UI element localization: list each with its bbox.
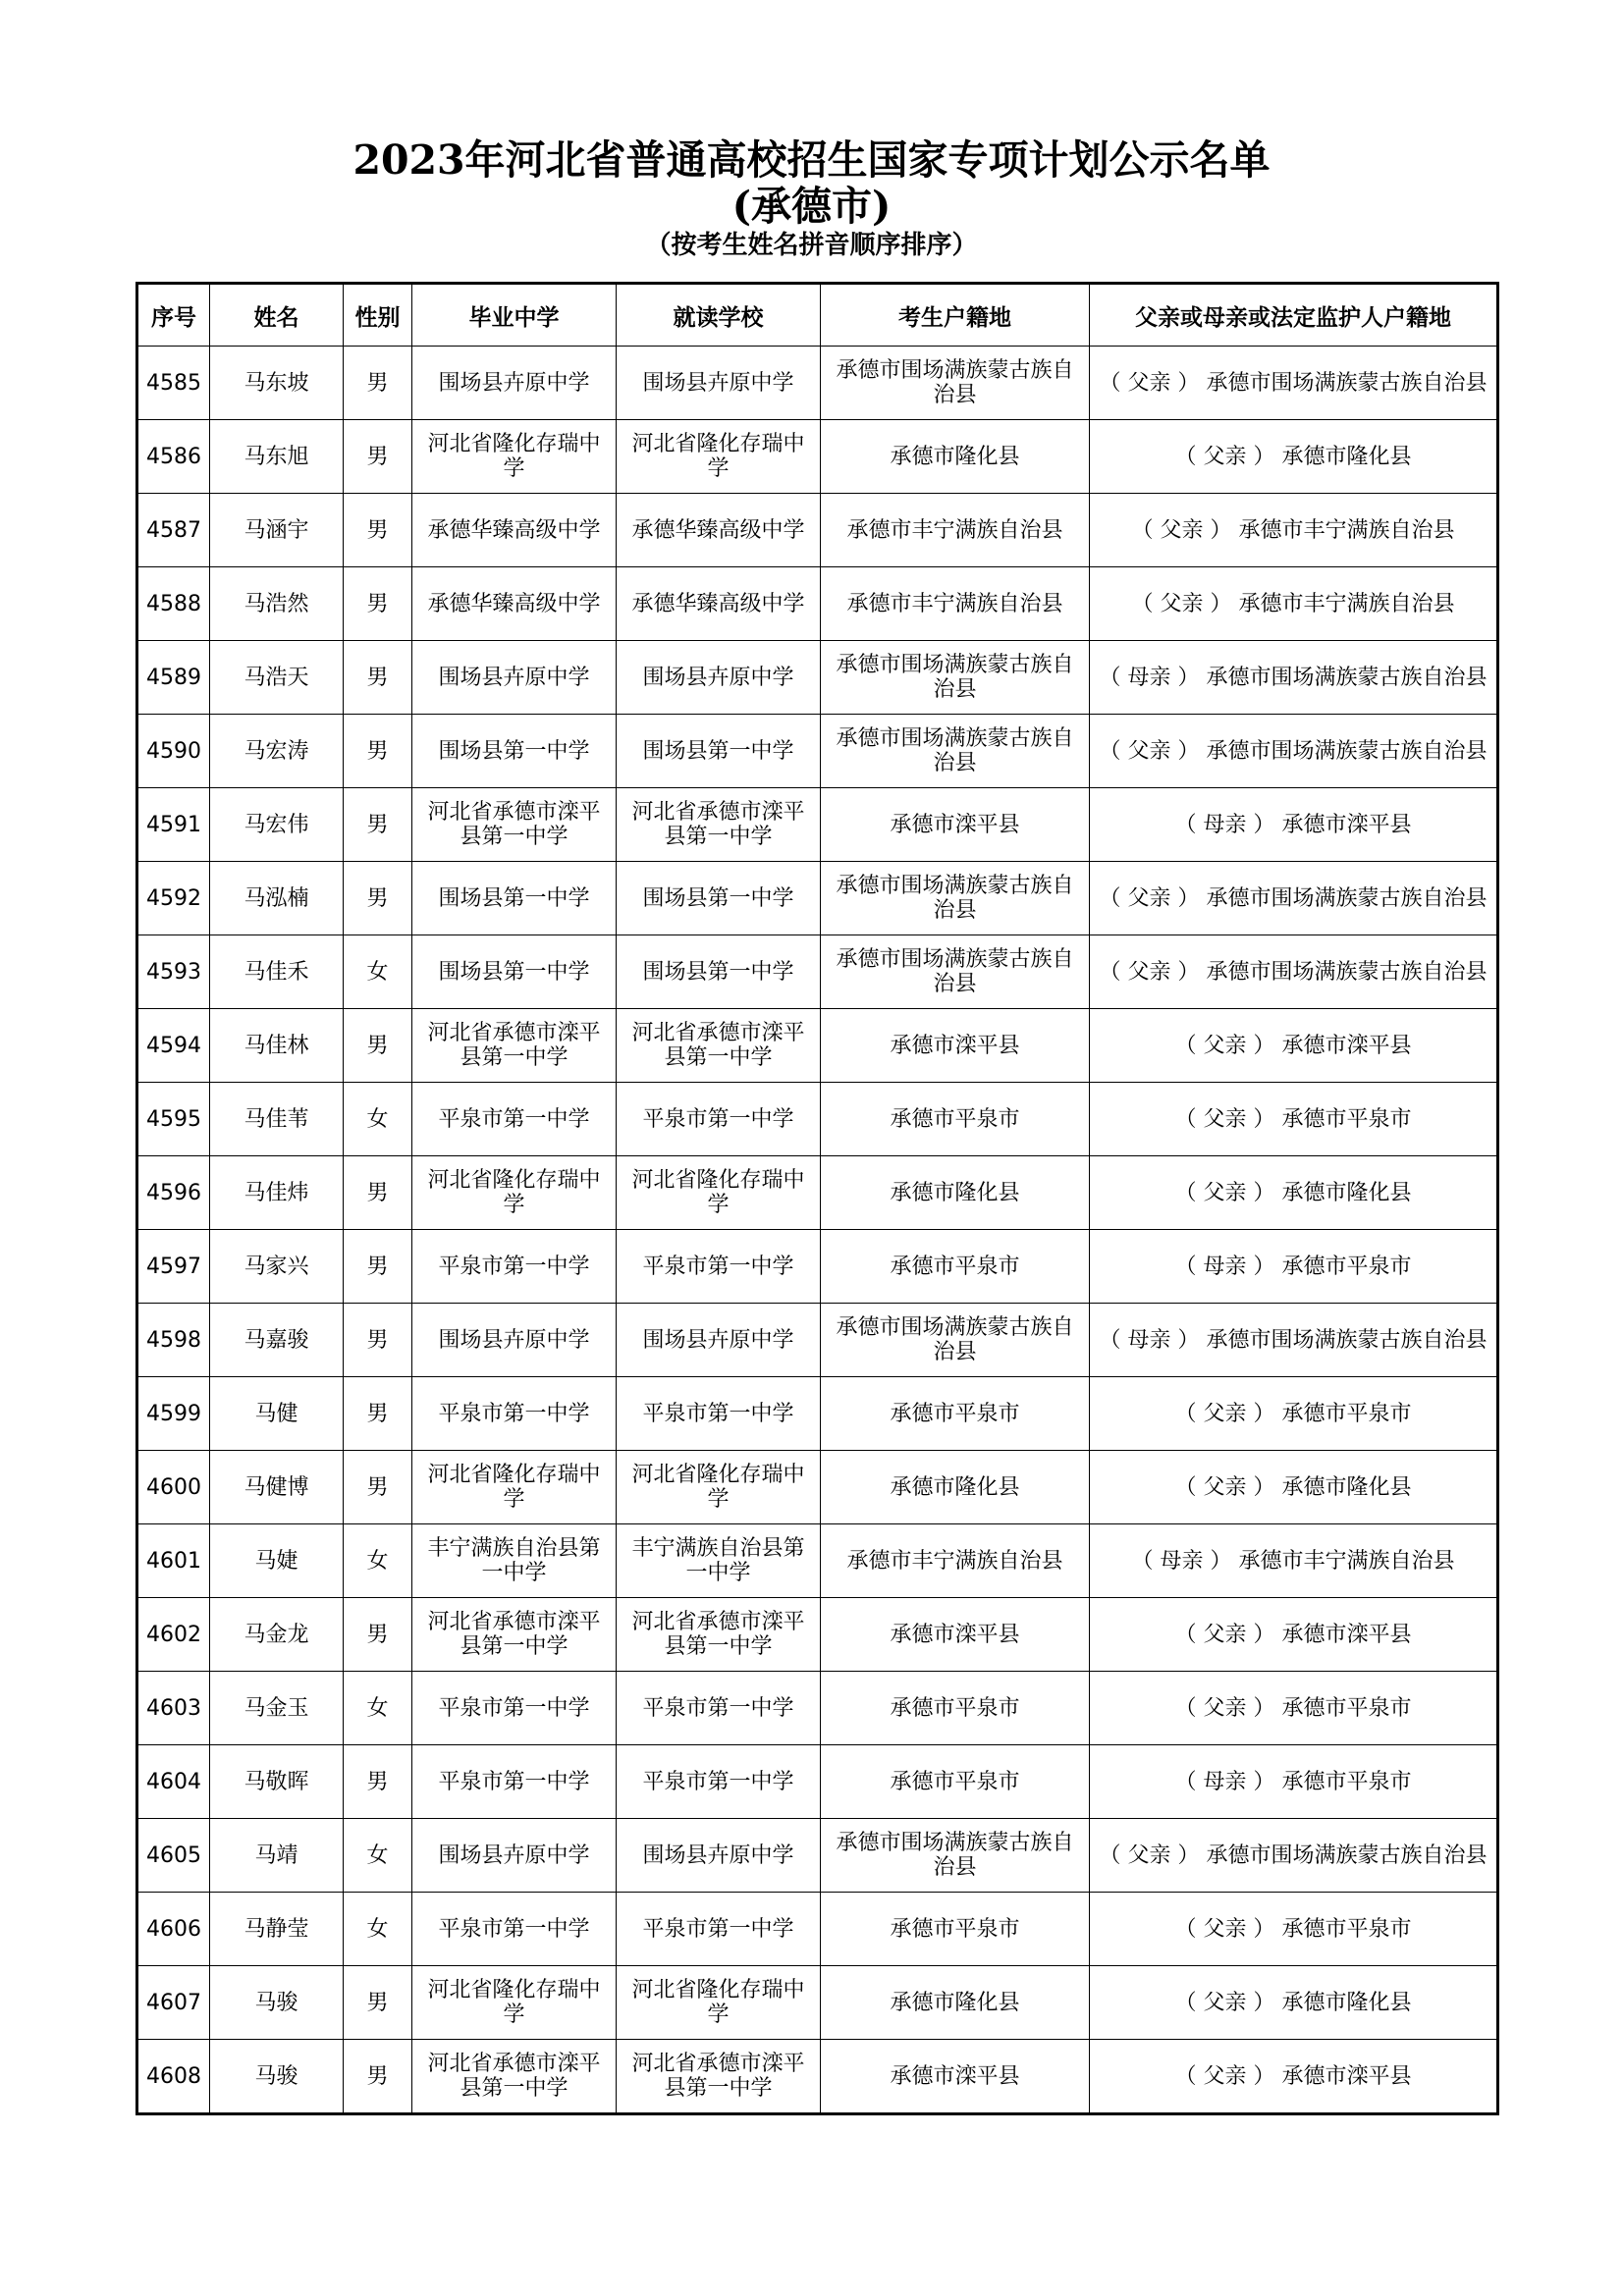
current-school-cell: 河北省隆化存瑞中学: [617, 1966, 821, 2040]
gender-cell: 女: [344, 1819, 412, 1893]
household-cell: 承德市围场满族蒙古族自治县: [821, 1304, 1090, 1377]
guardian-household-cell: （ 父亲 ） 承德市隆化县: [1090, 1156, 1498, 1230]
gender-cell: 男: [344, 420, 412, 494]
seq-number-cell: 4590: [137, 715, 210, 788]
current-school-cell: 平泉市第一中学: [617, 1377, 821, 1451]
guardian-household-cell: （ 父亲 ） 承德市围场满族蒙古族自治县: [1090, 862, 1498, 935]
name-cell: 马宏涛: [210, 715, 344, 788]
guardian-household-cell: （ 父亲 ） 承德市平泉市: [1090, 1893, 1498, 1966]
guardian-household-cell: （ 父亲 ） 承德市滦平县: [1090, 1009, 1498, 1083]
table-row: [137, 1819, 1498, 1893]
name-cell: 马靖: [210, 1819, 344, 1893]
table-row: [137, 1598, 1498, 1672]
household-cell: 承德市围场满族蒙古族自治县: [821, 347, 1090, 420]
name-cell: 马东旭: [210, 420, 344, 494]
graduation-school-cell: 围场县第一中学: [412, 935, 617, 1009]
graduation-school-cell: 平泉市第一中学: [412, 1745, 617, 1819]
guardian-household-cell: （ 父亲 ） 承德市丰宁满族自治县: [1090, 567, 1498, 641]
household-cell: 承德市隆化县: [821, 420, 1090, 494]
guardian-household-cell: （ 父亲 ） 承德市围场满族蒙古族自治县: [1090, 935, 1498, 1009]
gender-header: 性别: [344, 284, 412, 347]
current-school-cell: 平泉市第一中学: [617, 1745, 821, 1819]
name-cell: 马健: [210, 1377, 344, 1451]
seq-number-cell: 4607: [137, 1966, 210, 2040]
seq-number-cell: 4595: [137, 1083, 210, 1156]
table-header: [137, 284, 1498, 347]
guardian-household-cell: （ 父亲 ） 承德市围场满族蒙古族自治县: [1090, 715, 1498, 788]
name-cell: 马佳禾: [210, 935, 344, 1009]
seq-number-cell: 4599: [137, 1377, 210, 1451]
gender-cell: 女: [344, 1083, 412, 1156]
household-cell: 承德市平泉市: [821, 1745, 1090, 1819]
graduation-school-header: 毕业中学: [412, 284, 617, 347]
graduation-school-cell: 承德华臻高级中学: [412, 567, 617, 641]
table-row: [137, 420, 1498, 494]
table-row: [137, 1745, 1498, 1819]
gender-cell: 男: [344, 862, 412, 935]
name-cell: 马金玉: [210, 1672, 344, 1745]
name-cell: 马静莹: [210, 1893, 344, 1966]
gender-cell: 男: [344, 567, 412, 641]
gender-cell: 男: [344, 1598, 412, 1672]
gender-cell: 女: [344, 1893, 412, 1966]
name-cell: 马家兴: [210, 1230, 344, 1304]
household-cell: 承德市滦平县: [821, 788, 1090, 862]
graduation-school-cell: 承德华臻高级中学: [412, 494, 617, 567]
seq-number-cell: 4588: [137, 567, 210, 641]
seq-number-cell: 4589: [137, 641, 210, 715]
seq-number-cell: 4603: [137, 1672, 210, 1745]
name-cell: 马涵宇: [210, 494, 344, 567]
gender-cell: 男: [344, 1966, 412, 2040]
guardian-household-cell: （ 父亲 ） 承德市围场满族蒙古族自治县: [1090, 1819, 1498, 1893]
current-school-cell: 平泉市第一中学: [617, 1230, 821, 1304]
guardian-household-cell: （ 父亲 ） 承德市滦平县: [1090, 2040, 1498, 2114]
current-school-cell: 围场县卉原中学: [617, 1819, 821, 1893]
household-cell: 承德市丰宁满族自治县: [821, 567, 1090, 641]
graduation-school-cell: 平泉市第一中学: [412, 1230, 617, 1304]
household-cell: 承德市围场满族蒙古族自治县: [821, 641, 1090, 715]
table-row: [137, 1304, 1498, 1377]
name-cell: 马宏伟: [210, 788, 344, 862]
graduation-school-cell: 河北省承德市滦平县第一中学: [412, 2040, 617, 2114]
gender-cell: 女: [344, 1524, 412, 1598]
table-body: [137, 347, 1498, 2114]
name-cell: 马婕: [210, 1524, 344, 1598]
household-cell: 承德市隆化县: [821, 1156, 1090, 1230]
guardian-household-cell: （ 父亲 ） 承德市隆化县: [1090, 1451, 1498, 1524]
seq-number-cell: 4597: [137, 1230, 210, 1304]
current-school-cell: 承德华臻高级中学: [617, 567, 821, 641]
guardian-household-cell: （ 母亲 ） 承德市平泉市: [1090, 1230, 1498, 1304]
graduation-school-cell: 河北省承德市滦平县第一中学: [412, 1598, 617, 1672]
guardian-household-cell: （ 母亲 ） 承德市围场满族蒙古族自治县: [1090, 1304, 1498, 1377]
gender-cell: 男: [344, 1377, 412, 1451]
gender-cell: 女: [344, 1672, 412, 1745]
household-cell: 承德市丰宁满族自治县: [821, 1524, 1090, 1598]
guardian-household-cell: （ 父亲 ） 承德市围场满族蒙古族自治县: [1090, 347, 1498, 420]
name-cell: 马敬晖: [210, 1745, 344, 1819]
table-row: [137, 1377, 1498, 1451]
table-row: [137, 1672, 1498, 1745]
guardian-household-cell: （ 母亲 ） 承德市滦平县: [1090, 788, 1498, 862]
current-school-cell: 平泉市第一中学: [617, 1893, 821, 1966]
seq-number-cell: 4594: [137, 1009, 210, 1083]
seq-number-cell: 4593: [137, 935, 210, 1009]
gender-cell: 男: [344, 788, 412, 862]
name-cell: 马骏: [210, 1966, 344, 2040]
table-row: [137, 2040, 1498, 2114]
seq-number-cell: 4592: [137, 862, 210, 935]
graduation-school-cell: 河北省隆化存瑞中学: [412, 1156, 617, 1230]
seq-number-cell: 4598: [137, 1304, 210, 1377]
roster-table: [135, 282, 1499, 2115]
name-header: 姓名: [210, 284, 344, 347]
household-cell: 承德市滦平县: [821, 2040, 1090, 2114]
current-school-cell: 河北省承德市滦平县第一中学: [617, 1598, 821, 1672]
gender-cell: 男: [344, 641, 412, 715]
current-school-cell: 平泉市第一中学: [617, 1083, 821, 1156]
table-row: [137, 1893, 1498, 1966]
document-title: 2023年河北省普通高校招生国家专项计划公示名单: [352, 136, 1271, 184]
household-cell: 承德市平泉市: [821, 1377, 1090, 1451]
header-row: [137, 284, 1498, 347]
graduation-school-cell: 河北省承德市滦平县第一中学: [412, 788, 617, 862]
household-cell: 承德市平泉市: [821, 1893, 1090, 1966]
seq-number-cell: 4596: [137, 1156, 210, 1230]
table-row: [137, 567, 1498, 641]
table-row: [137, 788, 1498, 862]
guardian-household-header: 父亲或母亲或法定监护人户籍地: [1090, 284, 1498, 347]
name-cell: 马金龙: [210, 1598, 344, 1672]
graduation-school-cell: 围场县第一中学: [412, 862, 617, 935]
guardian-household-cell: （ 母亲 ） 承德市平泉市: [1090, 1745, 1498, 1819]
graduation-school-cell: 围场县卉原中学: [412, 1819, 617, 1893]
seq-number-cell: 4604: [137, 1745, 210, 1819]
name-cell: 马泓楠: [210, 862, 344, 935]
graduation-school-cell: 围场县卉原中学: [412, 347, 617, 420]
graduation-school-cell: 平泉市第一中学: [412, 1893, 617, 1966]
gender-cell: 男: [344, 1230, 412, 1304]
current-school-cell: 承德华臻高级中学: [617, 494, 821, 567]
guardian-household-cell: （ 母亲 ） 承德市围场满族蒙古族自治县: [1090, 641, 1498, 715]
seq-number-cell: 4601: [137, 1524, 210, 1598]
name-cell: 马佳炜: [210, 1156, 344, 1230]
table-row: [137, 1524, 1498, 1598]
gender-cell: 男: [344, 494, 412, 567]
current-school-cell: 河北省隆化存瑞中学: [617, 420, 821, 494]
table-row: [137, 347, 1498, 420]
table-row: [137, 1451, 1498, 1524]
gender-cell: 男: [344, 1304, 412, 1377]
table-row: [137, 641, 1498, 715]
document-subtitle: (承德市): [731, 183, 892, 230]
seq-number-cell: 4586: [137, 420, 210, 494]
household-cell: 承德市平泉市: [821, 1672, 1090, 1745]
current-school-cell: 河北省隆化存瑞中学: [617, 1451, 821, 1524]
current-school-cell: 围场县第一中学: [617, 715, 821, 788]
household-cell: 承德市围场满族蒙古族自治县: [821, 935, 1090, 1009]
name-cell: 马浩然: [210, 567, 344, 641]
guardian-household-cell: （ 父亲 ） 承德市滦平县: [1090, 1598, 1498, 1672]
name-cell: 马骏: [210, 2040, 344, 2114]
sort-note: （按考生姓名拼音顺序排序）: [645, 231, 978, 260]
seq-number-cell: 4606: [137, 1893, 210, 1966]
household-cell: 承德市平泉市: [821, 1083, 1090, 1156]
household-cell: 承德市滦平县: [821, 1009, 1090, 1083]
seq-number-cell: 4591: [137, 788, 210, 862]
graduation-school-cell: 河北省隆化存瑞中学: [412, 1966, 617, 2040]
graduation-school-cell: 平泉市第一中学: [412, 1672, 617, 1745]
seq-number-cell: 4605: [137, 1819, 210, 1893]
current-school-cell: 河北省承德市滦平县第一中学: [617, 2040, 821, 2114]
current-school-cell: 河北省承德市滦平县第一中学: [617, 1009, 821, 1083]
household-cell: 承德市滦平县: [821, 1598, 1090, 1672]
seq-number-cell: 4587: [137, 494, 210, 567]
gender-cell: 男: [344, 1156, 412, 1230]
guardian-household-cell: （ 父亲 ） 承德市平泉市: [1090, 1672, 1498, 1745]
guardian-household-cell: （ 父亲 ） 承德市平泉市: [1090, 1083, 1498, 1156]
current-school-cell: 围场县第一中学: [617, 862, 821, 935]
household-cell: 承德市隆化县: [821, 1451, 1090, 1524]
household-cell: 承德市丰宁满族自治县: [821, 494, 1090, 567]
seq-number-cell: 4585: [137, 347, 210, 420]
name-cell: 马浩天: [210, 641, 344, 715]
current-school-cell: 河北省隆化存瑞中学: [617, 1156, 821, 1230]
gender-cell: 男: [344, 1009, 412, 1083]
seq-number-cell: 4608: [137, 2040, 210, 2114]
gender-cell: 男: [344, 347, 412, 420]
table-row: [137, 494, 1498, 567]
gender-cell: 男: [344, 1745, 412, 1819]
household-cell: 承德市围场满族蒙古族自治县: [821, 1819, 1090, 1893]
gender-cell: 男: [344, 1451, 412, 1524]
graduation-school-cell: 丰宁满族自治县第一中学: [412, 1524, 617, 1598]
current-school-cell: 围场县卉原中学: [617, 1304, 821, 1377]
current-school-cell: 平泉市第一中学: [617, 1672, 821, 1745]
guardian-household-cell: （ 父亲 ） 承德市隆化县: [1090, 1966, 1498, 2040]
name-cell: 马嘉骏: [210, 1304, 344, 1377]
guardian-household-cell: （ 父亲 ） 承德市平泉市: [1090, 1377, 1498, 1451]
current-school-cell: 围场县第一中学: [617, 935, 821, 1009]
graduation-school-cell: 平泉市第一中学: [412, 1377, 617, 1451]
table-row: [137, 715, 1498, 788]
guardian-household-cell: （ 母亲 ） 承德市丰宁满族自治县: [1090, 1524, 1498, 1598]
gender-cell: 男: [344, 2040, 412, 2114]
household-cell: 承德市围场满族蒙古族自治县: [821, 862, 1090, 935]
table-row: [137, 1230, 1498, 1304]
gender-cell: 女: [344, 935, 412, 1009]
household-cell: 承德市围场满族蒙古族自治县: [821, 715, 1090, 788]
table-row: [137, 862, 1498, 935]
seq-number-cell: 4602: [137, 1598, 210, 1672]
current-school-cell: 围场县卉原中学: [617, 641, 821, 715]
table-row: [137, 935, 1498, 1009]
current-school-header: 就读学校: [617, 284, 821, 347]
table-row: [137, 1966, 1498, 2040]
graduation-school-cell: 河北省隆化存瑞中学: [412, 420, 617, 494]
graduation-school-cell: 围场县卉原中学: [412, 1304, 617, 1377]
guardian-household-cell: （ 父亲 ） 承德市丰宁满族自治县: [1090, 494, 1498, 567]
graduation-school-cell: 河北省承德市滦平县第一中学: [412, 1009, 617, 1083]
table-row: [137, 1009, 1498, 1083]
name-cell: 马佳苇: [210, 1083, 344, 1156]
table-row: [137, 1156, 1498, 1230]
name-cell: 马健博: [210, 1451, 344, 1524]
household-header: 考生户籍地: [821, 284, 1090, 347]
name-cell: 马东坡: [210, 347, 344, 420]
household-cell: 承德市隆化县: [821, 1966, 1090, 2040]
graduation-school-cell: 平泉市第一中学: [412, 1083, 617, 1156]
name-cell: 马佳林: [210, 1009, 344, 1083]
graduation-school-cell: 围场县卉原中学: [412, 641, 617, 715]
current-school-cell: 丰宁满族自治县第一中学: [617, 1524, 821, 1598]
current-school-cell: 围场县卉原中学: [617, 347, 821, 420]
seq-number-header: 序号: [137, 284, 210, 347]
seq-number-cell: 4600: [137, 1451, 210, 1524]
gender-cell: 男: [344, 715, 412, 788]
table-row: [137, 1083, 1498, 1156]
graduation-school-cell: 围场县第一中学: [412, 715, 617, 788]
graduation-school-cell: 河北省隆化存瑞中学: [412, 1451, 617, 1524]
guardian-household-cell: （ 父亲 ） 承德市隆化县: [1090, 420, 1498, 494]
household-cell: 承德市平泉市: [821, 1230, 1090, 1304]
current-school-cell: 河北省承德市滦平县第一中学: [617, 788, 821, 862]
